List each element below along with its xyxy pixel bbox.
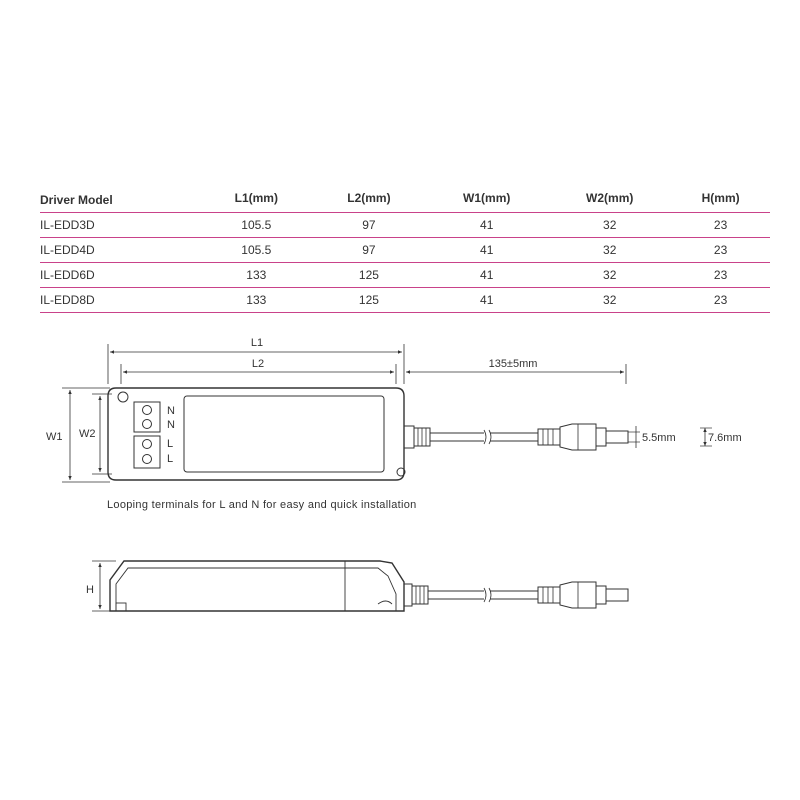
cell-model: IL-EDD6D <box>40 263 200 288</box>
cell-model: IL-EDD3D <box>40 213 200 238</box>
terminal-label: L <box>167 453 174 465</box>
cell-w1: 41 <box>425 263 548 288</box>
cell-l2: 97 <box>313 213 426 238</box>
terminal-label: N <box>167 419 175 431</box>
cell-w1: 41 <box>425 213 548 238</box>
cell-w2: 32 <box>548 213 671 238</box>
terminal-note: Looping terminals for L and N for easy and quick installation <box>107 499 417 511</box>
terminal-label: N <box>167 405 175 417</box>
cell-l2: 125 <box>313 288 426 313</box>
dim-outer-dia-label: 7.6mm <box>708 432 742 444</box>
cell-model: IL-EDD4D <box>40 238 200 263</box>
dim-inner-dia-label: 5.5mm <box>642 432 676 444</box>
top-view <box>62 344 712 482</box>
header-w1: W1(mm) <box>425 183 548 213</box>
header-w2: W2(mm) <box>548 183 671 213</box>
cell-w2: 32 <box>548 288 671 313</box>
cell-h: 23 <box>671 263 770 288</box>
header-l1: L1(mm) <box>200 183 313 213</box>
cell-l2: 125 <box>313 263 426 288</box>
dim-cable-label: 135±5mm <box>488 358 538 370</box>
cell-w2: 32 <box>548 238 671 263</box>
cell-l2: 97 <box>313 238 426 263</box>
side-view <box>92 561 628 611</box>
terminal-label: L <box>167 438 174 450</box>
header-h: H(mm) <box>671 183 770 213</box>
cell-l1: 105.5 <box>200 238 313 263</box>
cell-w1: 41 <box>425 238 548 263</box>
cell-h: 23 <box>671 213 770 238</box>
cell-h: 23 <box>671 288 770 313</box>
dim-l2-label: L2 <box>251 358 265 370</box>
dim-h-label: H <box>86 584 94 596</box>
dim-w1-label: W1 <box>46 431 63 443</box>
cell-model: IL-EDD8D <box>40 288 200 313</box>
dim-l1-label: L1 <box>250 337 264 349</box>
header-driver-model: Driver Model <box>40 183 200 213</box>
cell-l1: 133 <box>200 288 313 313</box>
header-l2: L2(mm) <box>313 183 426 213</box>
cell-w1: 41 <box>425 288 548 313</box>
cell-l1: 133 <box>200 263 313 288</box>
dim-w2-label: W2 <box>79 428 96 440</box>
cell-w2: 32 <box>548 263 671 288</box>
cell-l1: 105.5 <box>200 213 313 238</box>
cell-h: 23 <box>671 238 770 263</box>
